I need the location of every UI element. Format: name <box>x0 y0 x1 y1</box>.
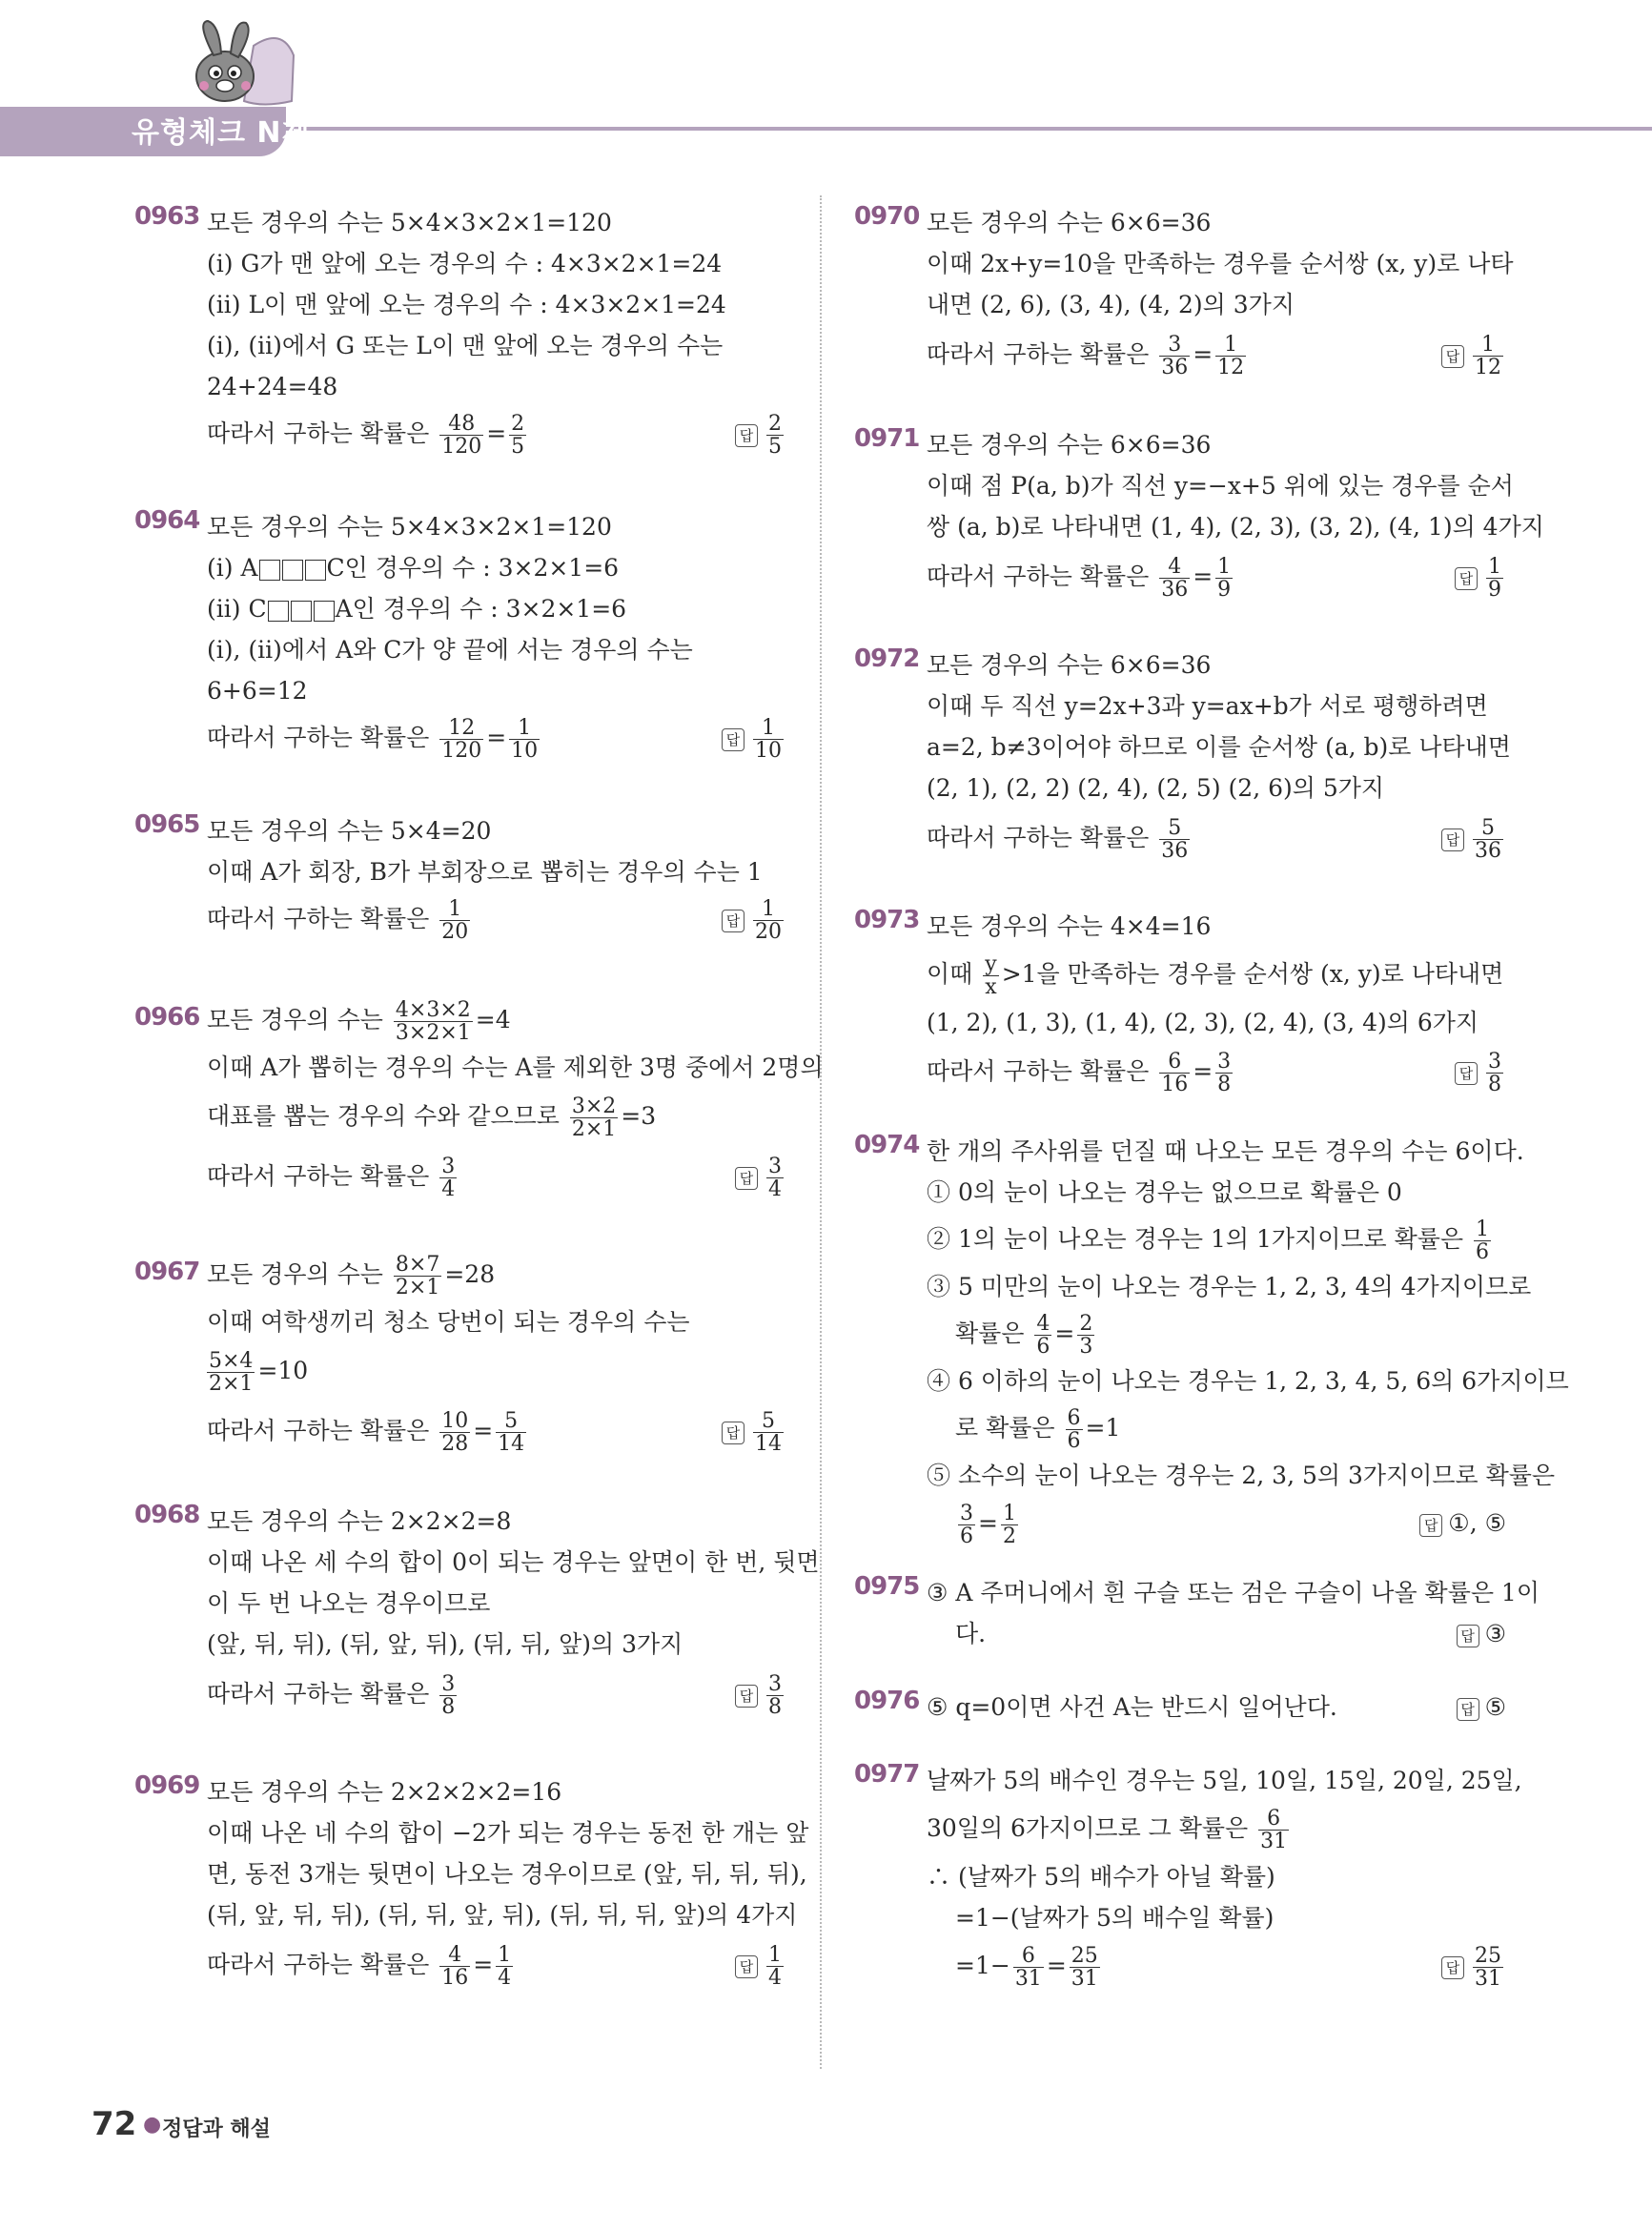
choice-line: ① 0의 눈이 나오는 경우는 없으므로 확률은 0 <box>927 1178 1402 1206</box>
answer: 답 $\frac{1}{12}$ <box>1441 325 1506 384</box>
solution-line: 모든 경우의 수는 5×4=20 <box>207 817 492 845</box>
final-line: 따라서 구하는 확률은 $\frac{3}{8}$ 답 $\frac{3}{8}$ <box>207 1665 786 1724</box>
fraction: $\frac{1}{10}$ <box>511 715 539 763</box>
solution-line: (ⅰ) G가 맨 앞에 오는 경우의 수 : 4×3×2×1=24 <box>207 250 723 277</box>
solution-line: 모든 경우의 수는 4×4=16 <box>927 912 1212 940</box>
answer: 답 $\frac{5}{14}$ <box>722 1400 786 1463</box>
fraction: $\frac{2}{3}$ <box>1079 1311 1093 1359</box>
problem-0975 <box>854 1572 1540 1654</box>
fraction: $\frac{3}{36}$ <box>1161 332 1189 379</box>
solution-line: 24+24=48 <box>207 373 338 400</box>
answer: 답 $\frac{5}{36}$ <box>1441 808 1506 868</box>
column-divider <box>820 195 822 2069</box>
answer: 답 ③ <box>1457 1613 1506 1654</box>
solution-line: $\frac{5\times 4}{2\times 1}$ =10 <box>209 1348 309 1396</box>
footer-label: 정답과 해설 <box>162 2117 271 2141</box>
answer: 답 $\frac{25}{31}$ <box>1441 1938 1506 1994</box>
fraction: $\frac{2}{5}$ <box>511 411 525 459</box>
solution-line: (2, 1), (2, 2) (2, 4), (2, 5) (2, 6)의 5가지 <box>927 774 1385 802</box>
solution-line: 대표를 뽑는 경우의 수와 같으므로 $\frac{3\times 2}{2\times 1}$ =3 <box>207 1094 657 1141</box>
fraction: $\frac{12}{120}$ <box>441 715 482 763</box>
answer-mark-icon: 답 <box>735 424 758 447</box>
problem-number: 0973 <box>854 906 920 934</box>
final-line: 따라서 구하는 확률은 $\frac{6}{16}$ = $\frac{3}{8}$ 답 $\frac{3}{8}$ <box>927 1043 1506 1100</box>
fraction: $\frac{1}{4}$ <box>498 1942 512 1990</box>
solution-line: 이때 $\frac{y}{x}$ >1을 만족하는 경우를 순서쌍 (x, y)로 나타내면 <box>927 951 1504 999</box>
fraction: $\frac{3}{6}$ <box>960 1501 973 1548</box>
solution-line: 이 두 번 나오는 경우이므로 <box>207 1589 491 1617</box>
solution-line: a=2, b≠3이어야 하므로 이를 순서쌍 (a, b)로 나타내면 <box>927 733 1511 761</box>
choice-line: $\frac{3}{6}$ = $\frac{1}{2}$ 답 ①, ⑤ <box>955 1496 1506 1551</box>
choice-line: ② 1의 눈이 나오는 경우는 1의 1가지이므로 확률은 $\frac{1}{6}$ <box>927 1217 1489 1264</box>
answer-mark-icon: 답 <box>1419 1514 1442 1537</box>
fraction: $\frac{6}{31}$ <box>1014 1943 1042 1991</box>
answer: 답 $\frac{1}{20}$ <box>722 892 786 946</box>
fraction: $\frac{3}{8}$ <box>441 1671 456 1719</box>
left-column <box>134 202 824 1995</box>
choice-line: ⑤ 소수의 눈이 나오는 경우는 2, 3, 5의 3가지이므로 확률은 <box>927 1462 1556 1489</box>
solution-line: (앞, 뒤, 뒤), (뒤, 앞, 뒤), (뒤, 뒤, 앞)의 3가지 <box>207 1630 683 1658</box>
fraction: $\frac{25}{31}$ <box>1071 1943 1098 1991</box>
answer: 답 $\frac{3}{4}$ <box>735 1145 786 1208</box>
answer: 답 $\frac{1}{10}$ <box>722 711 786 765</box>
solution-line: 모든 경우의 수는 2×2×2×2=16 <box>207 1778 562 1806</box>
solution-line: 이때 나온 세 수의 합이 0이 되는 경우는 앞면이 한 번, 뒷면 <box>207 1548 820 1576</box>
answer-mark-icon: 답 <box>1441 829 1464 851</box>
solution-line: 모든 경우의 수는 6×6=36 <box>927 431 1212 459</box>
solution-line: 이때 두 직선 y=2x+3과 y=ax+b가 서로 평행하려면 <box>927 692 1488 720</box>
solution-line: 면, 동전 3개는 뒷면이 나오는 경우이므로 (앞, 뒤, 뒤, 뒤), <box>207 1860 807 1888</box>
solution-line: (ⅰ), (ⅱ)에서 A와 C가 양 끝에 서는 경우의 수는 <box>207 636 693 664</box>
problem-0965 <box>134 810 786 946</box>
fraction: $\frac{1}{6}$ <box>1476 1217 1489 1264</box>
solution-line: (1, 2), (1, 3), (1, 4), (2, 3), (2, 4), (3, 4)의 6가지 <box>927 1009 1479 1036</box>
problem-0963 <box>134 202 786 460</box>
solution-line: 모든 경우의 수는 5×4×3×2×1=120 <box>207 209 612 236</box>
solution-line: (ⅰ) A C인 경우의 수 : 3×2×1=6 <box>207 554 620 582</box>
problem-number: 0974 <box>854 1131 920 1159</box>
problem-0973 <box>854 906 1506 1100</box>
problem-0976 <box>854 1687 1506 1728</box>
answer: 답 ①, ⑤ <box>1419 1496 1506 1551</box>
fraction: $\frac{4}{16}$ <box>441 1942 469 1990</box>
answer: 답 $\frac{1}{9}$ <box>1455 547 1506 606</box>
final-line: 따라서 구하는 확률은 $\frac{48}{120}$ = $\frac{2}{5}$ 답 $\frac{2}{5}$ <box>207 407 786 460</box>
solution-line: 모든 경우의 수는 6×6=36 <box>927 209 1212 236</box>
answer-mark-icon: 답 <box>735 1167 758 1190</box>
problem-number: 0972 <box>854 644 920 673</box>
problem-number: 0968 <box>134 1501 200 1529</box>
fraction: $\frac{5\times 4}{2\times 1}$ <box>209 1348 254 1396</box>
problem-0968 <box>134 1501 820 1724</box>
problem-number: 0964 <box>134 506 200 535</box>
final-line: 따라서 구하는 확률은 $\frac{10}{28}$ = $\frac{5}{14}$ 답 $\frac{5}{14}$ <box>207 1400 786 1463</box>
problem-number: 0963 <box>134 202 200 231</box>
solution-line: 이때 A가 뽑히는 경우의 수는 A를 제외한 3명 중에서 2명의 <box>207 1054 824 1081</box>
problem-0969 <box>134 1771 809 1995</box>
fraction: $\frac{3}{8}$ <box>1217 1049 1232 1096</box>
problem-0974 <box>854 1131 1569 1551</box>
solution-line: ③ A 주머니에서 흰 구슬 또는 검은 구슬이 나올 확률은 1이 <box>927 1579 1540 1606</box>
fraction: $\frac{8\times 7}{2\times 1}$ <box>395 1252 440 1299</box>
problem-0972 <box>854 644 1511 868</box>
solution-line: ∴ (날짜가 5의 배수가 아닐 확률) <box>927 1863 1275 1891</box>
fraction: $\frac{1}{9}$ <box>1217 554 1232 602</box>
answer-mark-icon: 답 <box>735 1685 758 1708</box>
problem-number: 0967 <box>134 1258 200 1286</box>
fraction: $\frac{y}{x}$ <box>985 951 997 999</box>
answer-mark-icon: 답 <box>722 1422 744 1444</box>
solution-line: 6+6=12 <box>207 677 308 705</box>
bullet-icon: ● <box>143 2113 162 2137</box>
solution-line: =1− $\frac{6}{31}$ = $\frac{25}{31}$ 답 $\frac{25}{31}$ <box>955 1938 1506 1994</box>
solution-line: 이때 2x+y=10을 만족하는 경우를 순서쌍 (x, y)로 나타 <box>927 250 1514 277</box>
fraction: $\frac{1}{2}$ <box>1002 1501 1016 1548</box>
solution-line: (ⅱ) C A인 경우의 수 : 3×2×1=6 <box>207 595 627 623</box>
problem-number: 0971 <box>854 424 920 453</box>
choice-line: ④ 6 이하의 눈이 나오는 경우는 1, 2, 3, 4, 5, 6의 6가지이므 <box>927 1367 1569 1395</box>
answer: 답 ⑤ <box>1457 1687 1506 1728</box>
page-number: 72 <box>92 2105 137 2143</box>
solution-line: 모든 경우의 수는 5×4×3×2×1=120 <box>207 513 612 541</box>
fraction: $\frac{6}{6}$ <box>1067 1405 1081 1453</box>
final-line: 따라서 구하는 확률은 $\frac{3}{36}$ = $\frac{1}{12}$ 답 $\frac{1}{12}$ <box>927 325 1506 384</box>
solution-line: (ⅰ), (ⅱ)에서 G 또는 L이 맨 앞에 오는 경우의 수는 <box>207 332 724 359</box>
final-line: 따라서 구하는 확률은 $\frac{4}{36}$ = $\frac{1}{9}$ 답 $\frac{1}{9}$ <box>927 547 1506 606</box>
solution-line: 모든 경우의 수는 6×6=36 <box>927 651 1212 679</box>
solution-line: ⑤ q=0이면 사건 A는 반드시 일어난다. 답 ⑤ <box>927 1687 1506 1728</box>
fraction: $\frac{3\times 2}{2\times 1}$ <box>571 1094 617 1141</box>
problem-0970 <box>854 202 1514 384</box>
fraction: $\frac{4\times 3\times 2}{3\times 2\times 1}$ <box>395 997 471 1045</box>
fraction: $\frac{6}{31}$ <box>1260 1806 1288 1853</box>
solution-line: 다. 답 ③ <box>955 1613 1506 1654</box>
answer-mark-icon: 답 <box>722 910 744 932</box>
solution-line: 모든 경우의 수는 $\frac{4\times 3\times 2}{3\times 2\times 1}$ =4 <box>207 997 511 1045</box>
answer-mark-icon: 답 <box>1455 567 1478 590</box>
fraction: $\frac{1}{20}$ <box>441 896 469 944</box>
answer-mark-icon: 답 <box>1441 345 1464 368</box>
solution-line: 이때 점 P(a, b)가 직선 y=−x+5 위에 있는 경우를 순서 <box>927 472 1514 500</box>
problem-0964 <box>134 506 786 765</box>
header-title: 유형체크 N제 <box>132 116 311 150</box>
final-line: 따라서 구하는 확률은 $\frac{3}{4}$ 답 $\frac{3}{4}$ <box>207 1145 786 1208</box>
problem-number: 0977 <box>854 1760 920 1789</box>
problem-number: 0965 <box>134 810 200 839</box>
solution-line: =1−(날짜가 5의 배수일 확률) <box>955 1904 1275 1932</box>
answer-mark-icon: 답 <box>1455 1062 1478 1085</box>
solution-line: 한 개의 주사위를 던질 때 나오는 모든 경우의 수는 6이다. <box>927 1137 1524 1165</box>
rabbit-mascot-icon <box>187 17 301 122</box>
problem-0967 <box>134 1248 786 1463</box>
fraction: $\frac{5}{36}$ <box>1161 815 1189 863</box>
answer-mark-icon: 답 <box>1457 1625 1479 1647</box>
choice-line: ③ 5 미만의 눈이 나오는 경우는 1, 2, 3, 4의 4가지이므로 <box>927 1273 1532 1300</box>
fraction: $\frac{4}{36}$ <box>1161 554 1189 602</box>
final-line: 따라서 구하는 확률은 $\frac{4}{16}$ = $\frac{1}{4}$ 답 $\frac{1}{4}$ <box>207 1935 786 1995</box>
problem-number: 0966 <box>134 1003 200 1032</box>
solution-line: 모든 경우의 수는 $\frac{8\times 7}{2\times 1}$ =28 <box>207 1252 496 1299</box>
answer: 답 $\frac{2}{5}$ <box>735 407 786 460</box>
final-line: 따라서 구하는 확률은 $\frac{1}{20}$ 답 $\frac{1}{20}$ <box>207 892 786 946</box>
problem-0977 <box>854 1760 1522 1994</box>
header-rule <box>248 127 1652 131</box>
problem-number: 0970 <box>854 202 920 231</box>
answer: 답 $\frac{1}{4}$ <box>735 1935 786 1995</box>
right-column <box>854 202 1569 1994</box>
solution-line: 내면 (2, 6), (3, 4), (4, 2)의 3가지 <box>927 291 1295 318</box>
final-line: 따라서 구하는 확률은 $\frac{5}{36}$ 답 $\frac{5}{36}$ <box>927 808 1506 868</box>
solution-line: (ⅱ) L이 맨 앞에 오는 경우의 수 : 4×3×2×1=24 <box>207 291 726 318</box>
solution-line: 날짜가 5의 배수인 경우는 5일, 10일, 15일, 20일, 25일, <box>927 1767 1522 1794</box>
solution-line: 모든 경우의 수는 2×2×2=8 <box>207 1507 512 1535</box>
answer: 답 $\frac{3}{8}$ <box>1455 1043 1506 1100</box>
problem-number: 0975 <box>854 1572 920 1601</box>
solution-line: 이때 여학생끼리 청소 당번이 되는 경우의 수는 <box>207 1308 690 1336</box>
problem-0971 <box>854 424 1544 606</box>
problem-0966 <box>134 993 824 1208</box>
solution-line: (뒤, 앞, 뒤, 뒤), (뒤, 뒤, 앞, 뒤), (뒤, 뒤, 뒤, 앞)의 4가지 <box>207 1901 798 1929</box>
solution-line: 쌍 (a, b)로 나타내면 (1, 4), (2, 3), (3, 2), (4, 1)의 4가지 <box>927 513 1544 541</box>
fraction: $\frac{48}{120}$ <box>441 411 482 459</box>
problem-number: 0976 <box>854 1687 920 1715</box>
problem-number: 0969 <box>134 1771 200 1800</box>
answer: 답 $\frac{3}{8}$ <box>735 1665 786 1724</box>
fraction: $\frac{5}{14}$ <box>498 1408 525 1456</box>
final-line: 따라서 구하는 확률은 $\frac{12}{120}$ = $\frac{1}{10}$ 답 $\frac{1}{10}$ <box>207 711 786 765</box>
choice-line: 로 확률은 $\frac{6}{6}$ =1 <box>955 1405 1121 1453</box>
fraction: $\frac{10}{28}$ <box>441 1408 469 1456</box>
answer-mark-icon: 답 <box>1457 1698 1479 1721</box>
answer-mark-icon: 답 <box>735 1955 758 1978</box>
fraction: $\frac{1}{12}$ <box>1217 332 1245 379</box>
fraction: $\frac{3}{4}$ <box>441 1154 456 1201</box>
answer-mark-icon: 답 <box>722 728 744 751</box>
solution-line: 30일의 6가지이므로 그 확률은 $\frac{6}{31}$ <box>927 1806 1288 1853</box>
solution-line: 이때 나온 네 수의 합이 −2가 되는 경우는 동전 한 개는 앞 <box>207 1819 809 1847</box>
choice-line: 확률은 $\frac{4}{6}$ = $\frac{2}{3}$ <box>955 1311 1093 1359</box>
answer-mark-icon: 답 <box>1441 1956 1464 1979</box>
solution-line: 이때 A가 회장, B가 부회장으로 뽑히는 경우의 수는 1 <box>207 858 763 886</box>
fraction: $\frac{6}{16}$ <box>1161 1049 1189 1096</box>
fraction: $\frac{4}{6}$ <box>1036 1311 1050 1359</box>
